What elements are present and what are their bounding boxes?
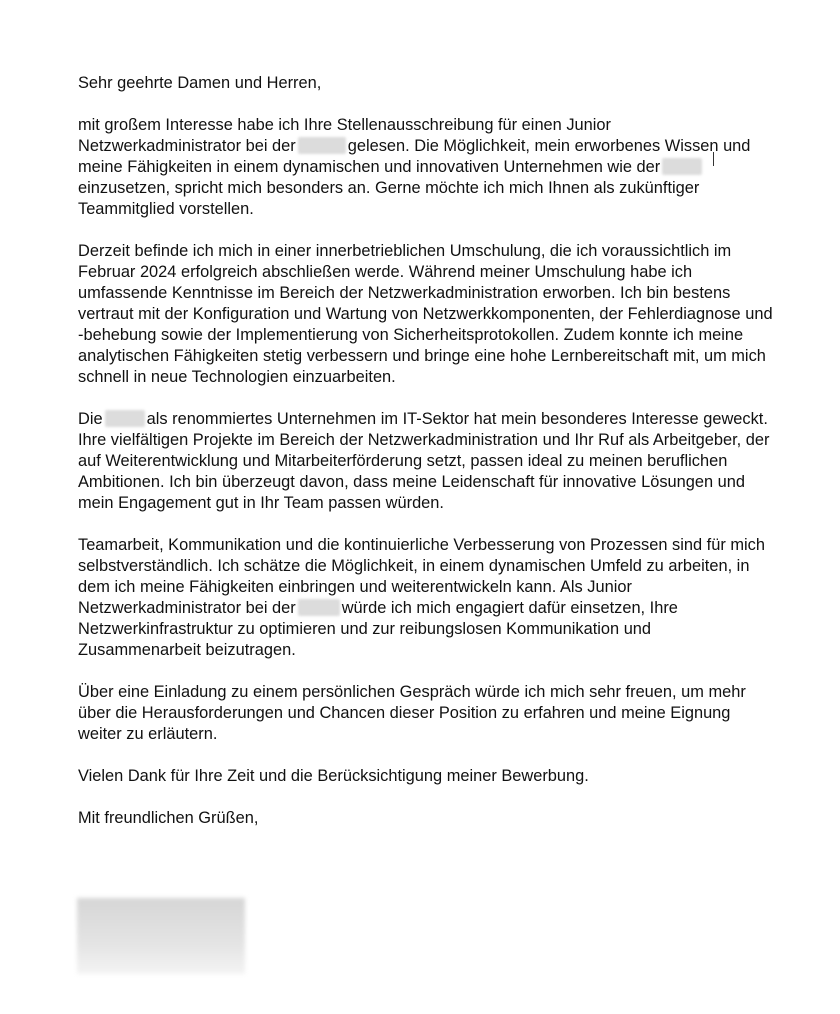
paragraph-intro-part-d: einzusetzen, spricht mich besonders an. Gerne möchte ich mich Ihnen als zukünftiger Teammitglied vorstellen.	[78, 179, 700, 218]
paragraph-intro-part-b: gelesen. Die Möglichkeit, mein erworbenes Wissen	[347, 137, 719, 155]
paragraph-company-part-a: Die	[78, 410, 103, 428]
paragraph-interview: Über eine Einladung zu einem persönlichen Gespräch würde ich mich sehr freuen, um mehr über die Herausforderungen und Chancen dieser Position zu erfahren und meine Eignung weiter zu erläutern.	[78, 683, 746, 743]
paragraph-intro-part-a: mit großem Interesse habe ich Ihre Stellenausschreibung für einen Junior Netzwerkadministrator bei der	[78, 116, 611, 155]
paragraph-training: Derzeit befinde ich mich in einer innerbetrieblichen Umschulung, die ich voraussichtlich im Februar 2024 erfolgreich abschließen werde. Während meiner Umschulung habe ich umfassende Kenntnisse im Bereich der Netzwerkadministration erworben. Ich bin bestens vertraut mit der Konfiguration und Wartung von Netzwerkkomponenten, der Fehlerdiagnose und -behebung sowie der Implementierung von Sicherheitsprotokollen. Zudem konnte ich meine analytischen Fähigkeiten stetig verbessern und bringe eine hohe Lernbereitschaft mit, um mich schnell in neue Technologien einzuarbeiten.	[78, 242, 773, 386]
paragraph-intro-part-c: und meine Fähigkeiten in einem dynamischen und innovativen Unternehmen wie der	[78, 137, 751, 176]
salutation: Sehr geehrte Damen und Herren,	[78, 74, 322, 92]
redacted-company-name	[105, 410, 145, 427]
redacted-signature	[77, 898, 245, 974]
paragraph-company-interest	[78, 409, 778, 514]
redacted-company-name	[298, 137, 346, 154]
paragraph-teamwork-part-a: Teamarbeit, Kommunikation und die kontinuierliche Verbesserung von Prozessen sind für mich selbstverständlich. Ich schätze die Möglichkeit, in einem dynamischen Umfeld zu arbeiten, in dem ich meine Fähigkeiten einbringen und weiterentwickeln kann. Als Junior Netzwerkadministrator bei der	[78, 536, 765, 617]
closing: Mit freundlichen Grüßen,	[78, 809, 259, 827]
redacted-company-name	[298, 599, 340, 616]
paragraph-teamwork	[78, 535, 778, 661]
paragraph-teamwork-part-b: würde ich mich engagiert dafür einsetzen, Ihre Netzwerkinfrastruktur zu optimieren und zur reibungslosen Kommunikation und Zusammenarbeit beizutragen.	[78, 599, 678, 659]
paragraph-intro	[78, 115, 778, 220]
paragraph-company-part-b: als renommiertes Unternehmen im IT-Sektor hat mein besonderes Interesse geweckt. Ihre vielfältigen Projekte im Bereich der Netzwerkadministration und Ihr Ruf als Arbeitgeber, der auf Weiterentwicklung und Mitarbeiterförderung setzt, passen ideal zu meinen beruflichen Ambitionen. Ich bin überzeugt davon, dass meine Leidenschaft für innovative Lösungen und mein Engagement gut in Ihr Team passen würden.	[78, 410, 770, 512]
redacted-company-name	[662, 158, 702, 175]
letter-body	[78, 73, 778, 850]
paragraph-thanks: Vielen Dank für Ihre Zeit und die Berücksichtigung meiner Bewerbung.	[78, 767, 589, 785]
